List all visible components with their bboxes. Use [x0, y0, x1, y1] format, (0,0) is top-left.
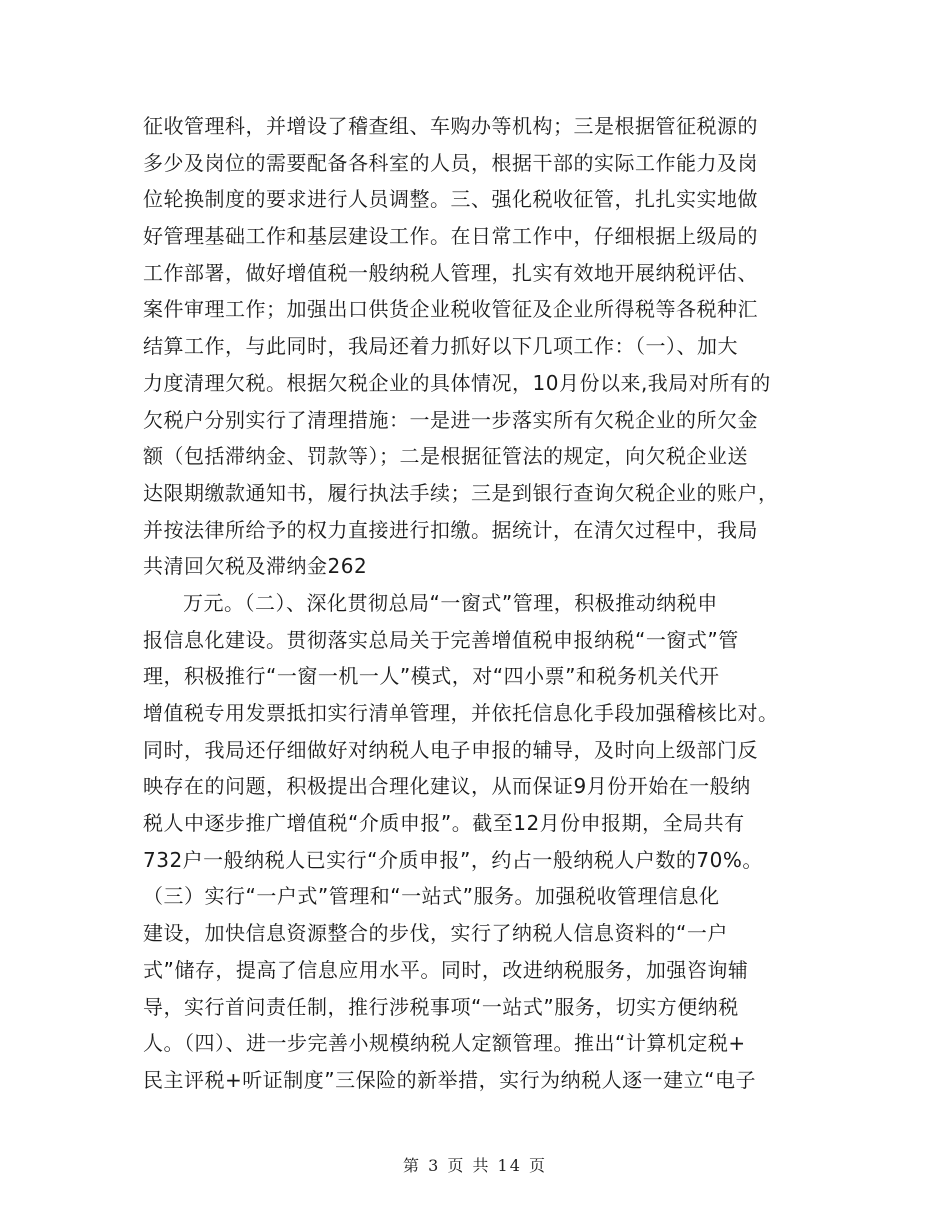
text-line: 额（包括滞纳金、罚款等）；二是根据征管法的规定，向欠税企业送 — [143, 444, 748, 469]
text-line: 好管理基础工作和基层建设工作。在日常工作中，仔细根据上级局的 — [143, 224, 758, 249]
text-line: 民主评税+听证制度”三保险的新举措，实行为纳税人逐一建立“电子 — [143, 1067, 756, 1092]
text-line: 导，实行首问责任制，推行涉税事项“一站式”服务，切实方便纳税 — [143, 994, 739, 1019]
text-line: 映存在的问题，积极提出合理化建议，从而保证9月份开始在一般纳 — [143, 774, 751, 799]
text-line: 欠税户分别实行了清理措施：一是进一步落实所有欠税企业的所欠金 — [143, 407, 758, 432]
text-line: 共清回欠税及滞纳金262 — [143, 554, 368, 579]
text-line: 万元。（二）、深化贯彻总局“一窗式”管理，积极推动纳税申 — [183, 590, 718, 615]
text-line: 案件审理工作；加强出口供货企业税收管征及企业所得税等各税种汇 — [143, 297, 758, 322]
page-footer: 第 3 页 共 14 页 — [403, 1156, 547, 1175]
text-line: 同时，我局还仔细做好对纳税人电子申报的辅导，及时向上级部门反 — [143, 737, 758, 762]
text-line: 征收管理科，并增设了稽查组、车购办等机构；三是根据管征税源的 — [143, 114, 758, 138]
text-line: 建设，加快信息资源整合的步伐，实行了纳税人信息资料的“一户 — [143, 921, 728, 946]
text-line: 并按法律所给予的权力直接进行扣缴。据统计，在清欠过程中，我局 — [143, 517, 758, 542]
text-line: 人。（四）、进一步完善小规模纳税人定额管理。推出“计算机定税+ — [143, 1031, 746, 1056]
text-line: 732户一般纳税人已实行“介质申报”，约占一般纳税人户数的70%。 — [143, 847, 763, 872]
text-line: 式”储存，提高了信息应用水平。同时，改进纳税服务，加强咨询辅 — [143, 957, 749, 982]
text-line: 多少及岗位的需要配备各科室的人员，根据干部的实际工作能力及岗 — [143, 150, 758, 175]
text-line: 增值税专用发票抵扣实行清单管理，并依托信息化手段加强稽核比对。 — [143, 701, 779, 725]
text-line: 达限期缴款通知书，履行执法手续；三是到银行查询欠税企业的账户， — [143, 480, 779, 505]
text-line: 报信息化建设。贯彻落实总局关于完善增值税申报纳税“一窗式”管 — [143, 627, 739, 652]
text-line: 结算工作，与此同时，我局还着力抓好以下几项工作：（一）、加大 — [143, 334, 738, 359]
body-text — [143, 108, 815, 1099]
text-line: 力度清理欠税。根据欠税企业的具体情况，10月份以来,我局对所有的 — [143, 370, 771, 395]
text-line: 税人中逐步推广增值税“介质申报”。截至12月份申报期，全局共有 — [143, 811, 745, 836]
text-line: 位轮换制度的要求进行人员调整。三、强化税收征管，扎扎实实地做 — [143, 187, 758, 212]
text-line: （三）实行“一户式”管理和“一站式”服务。加强税收管理信息化 — [143, 884, 720, 909]
text-line: 理，积极推行“一窗一机一人”模式，对“四小票”和税务机关代开 — [143, 664, 720, 689]
text-line: 工作部署，做好增值税一般纳税人管理，扎实有效地开展纳税评估、 — [143, 260, 758, 285]
